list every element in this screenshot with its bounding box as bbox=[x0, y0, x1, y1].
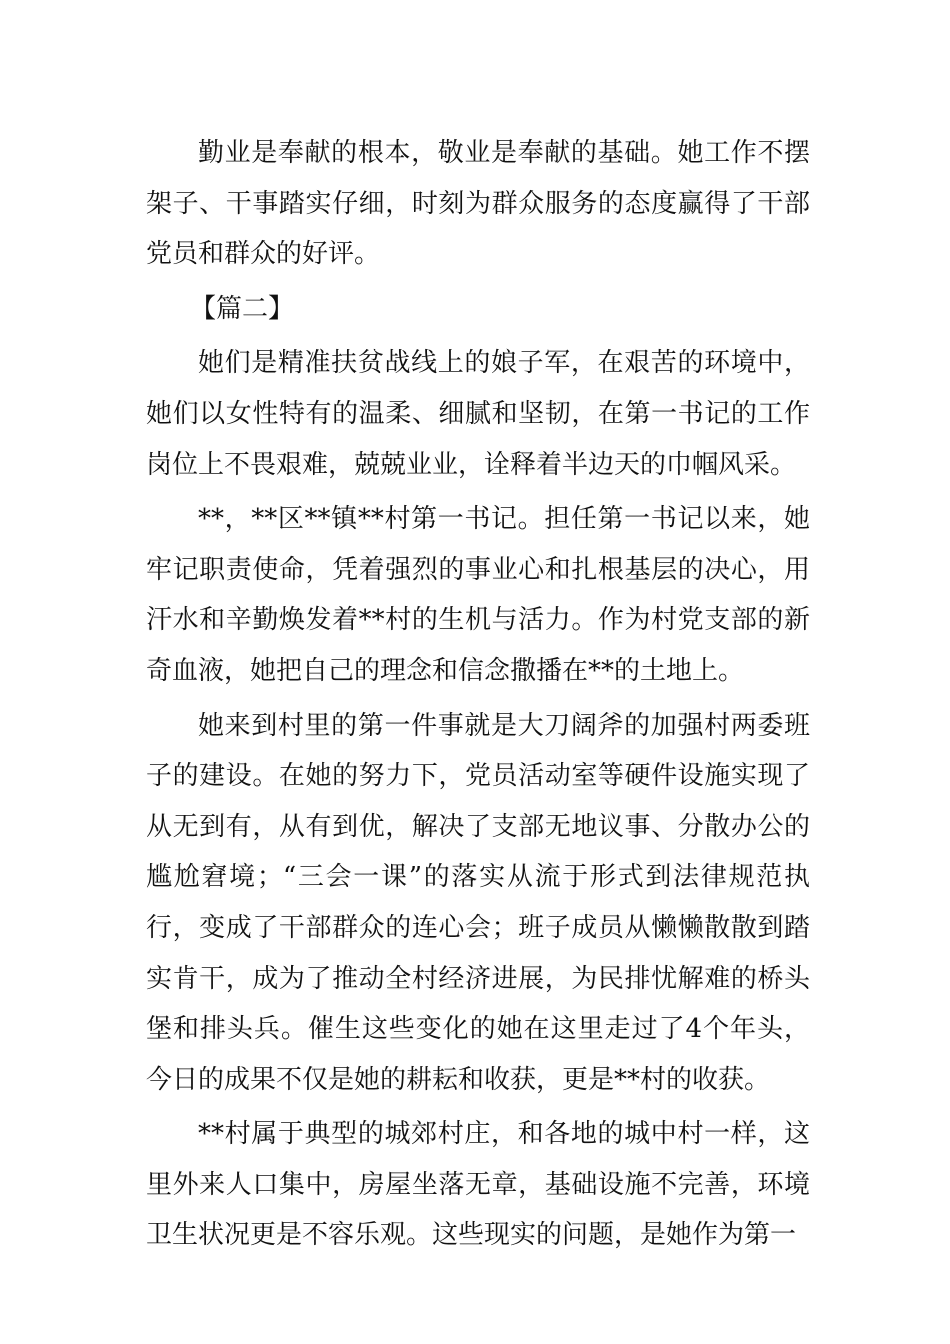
document-body bbox=[146, 128, 810, 1265]
paragraph-1: 勤业是奉献的根本，敬业是奉献的基础。她工作不摆架子、干事踏实仔细，时刻为群众服务的态度赢得了干部党员和群众的好评。 bbox=[146, 138, 810, 270]
paragraph-5: **村属于典型的城郊村庄，和各地的城中村一样，这里外来人口集中，房屋坐落无章，基础设施不完善，环境卫生状况更是不容乐观。这些现实的问题，是她作为第一 bbox=[146, 1119, 810, 1251]
section-heading: 【篇二】 bbox=[190, 293, 295, 324]
paragraph-3: **，**区**镇**村第一书记。担任第一书记以来，她牢记职责使命，凭着强烈的事业心和扎根基层的决心，用汗水和辛勤焕发着**村的生机与活力。作为村党支部的新奇血液，她把自己的理念和信念撒播在**的土地上。 bbox=[146, 504, 810, 686]
paragraph-4: 她来到村里的第一件事就是大刀阔斧的加强村两委班子的建设。在她的努力下，党员活动室等硬件设施实现了从无到有，从有到优，解决了支部无地议事、分散办公的尴尬窘境；“三会一课”的落实从流于形式到法律规范执行，变成了干部群众的连心会；班子成员从懒懒散散到踏实肯干，成为了推动全村经济进展，为民排忧解难的桥头堡和排头兵。催生这些变化的她在这里走过了4个年头，今日的成果不仅是她的耕耘和收获，更是**村的收获。 bbox=[146, 710, 810, 1095]
paragraph-2: 她们是精准扶贫战线上的娘子军，在艰苦的环境中，她们以女性特有的温柔、细腻和坚韧，在第一书记的工作岗位上不畏艰难，兢兢业业，诠释着半边天的巾帼风采。 bbox=[146, 348, 810, 480]
